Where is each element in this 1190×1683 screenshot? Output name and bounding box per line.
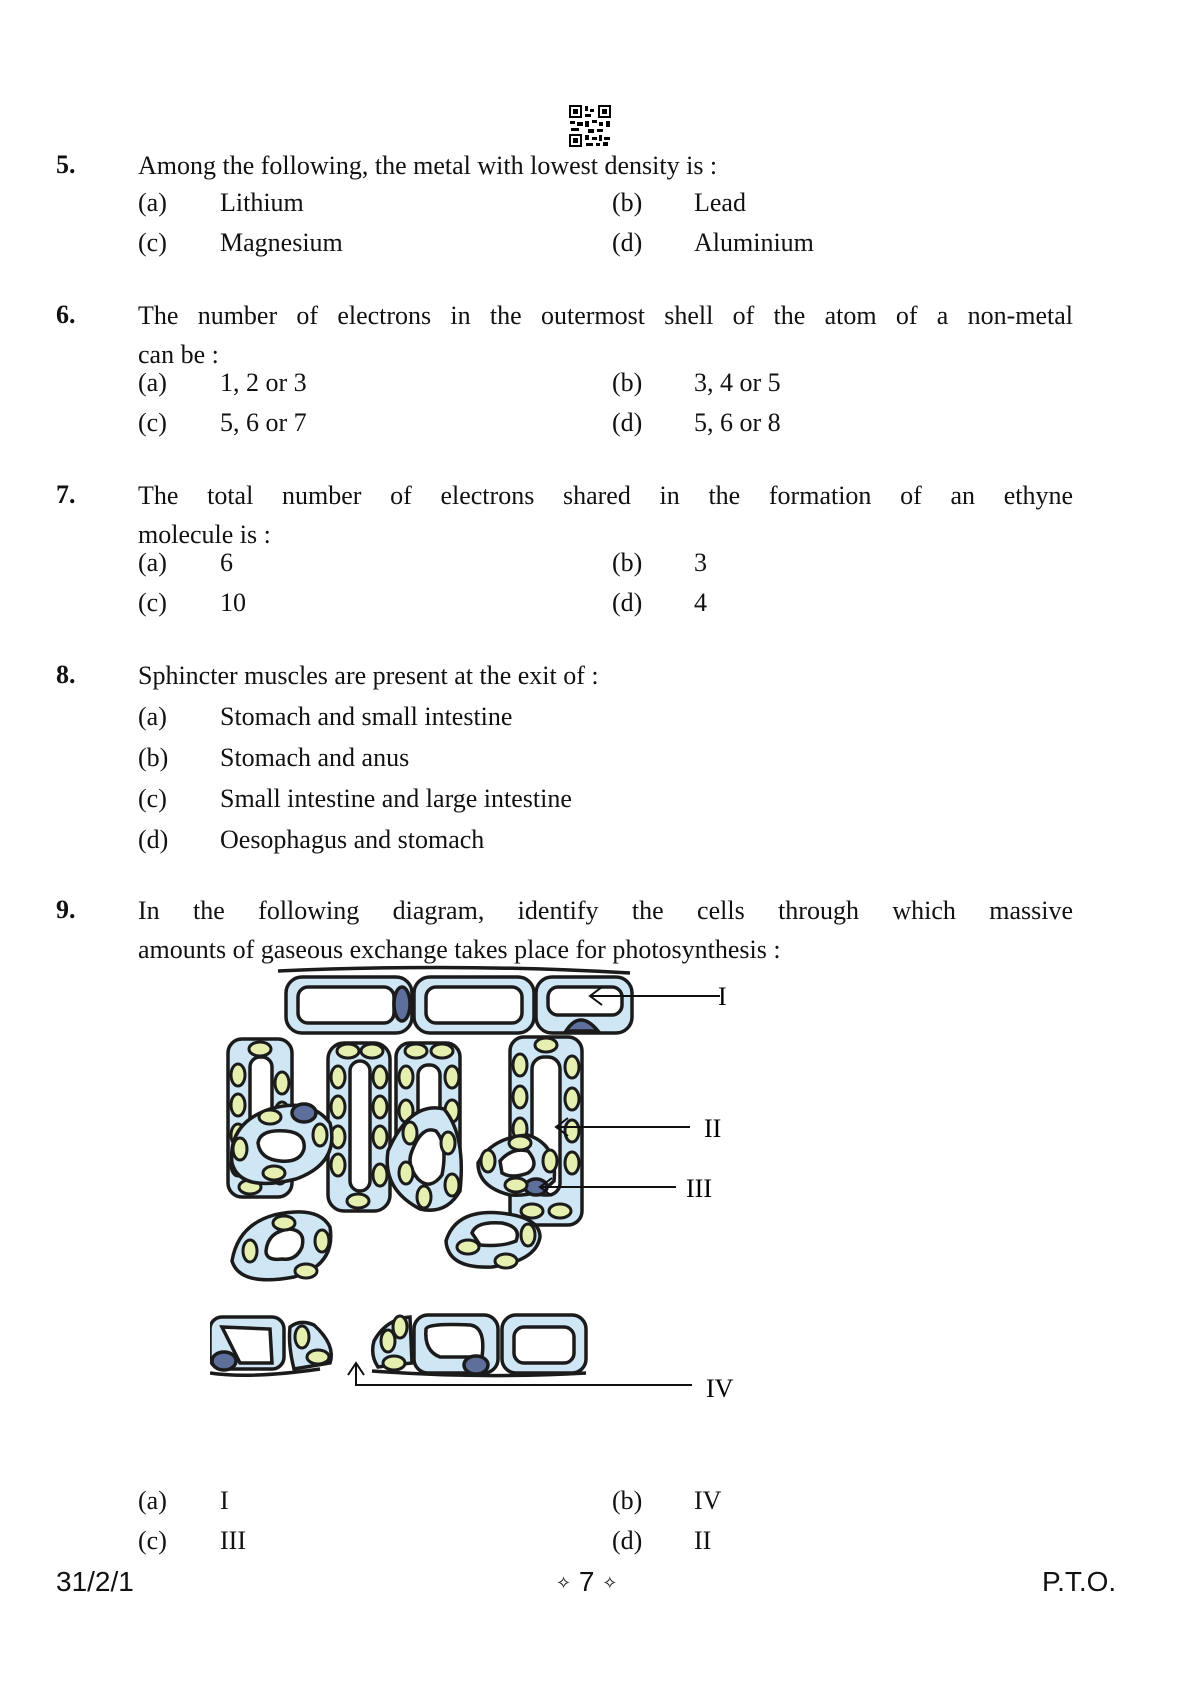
question-text-line: In the following diagram, identify the cells through which massive <box>138 896 1073 925</box>
option-value: III <box>220 1526 246 1555</box>
option-value: 1, 2 or 3 <box>220 368 307 397</box>
option-value: 3 <box>694 548 707 577</box>
label-iv: IV <box>706 1374 734 1403</box>
option-value: IV <box>694 1486 722 1515</box>
option-value: 4 <box>694 588 707 617</box>
ornament-left-icon: ✧ <box>556 1573 572 1594</box>
question-number: 8. <box>56 660 76 689</box>
question-number: 9. <box>56 895 76 924</box>
label-ii: II <box>704 1114 722 1143</box>
option-label: (c) <box>138 784 167 813</box>
option-label: (b) <box>138 743 169 772</box>
question-text <box>138 891 1073 969</box>
leaf-cross-section-diagram <box>210 965 810 1450</box>
option-label: (b) <box>612 188 643 217</box>
question-text-line: molecule is : <box>138 520 271 549</box>
option-label: (d) <box>612 228 643 257</box>
option-label: (d) <box>612 588 643 617</box>
question-text-line: The total number of electrons shared in the formation of an ethyne <box>138 481 1073 510</box>
option-value: 5, 6 or 8 <box>694 408 781 437</box>
question-number: 7. <box>56 480 76 509</box>
page-number-value: 7 <box>578 1566 595 1597</box>
question-text-line: amounts of gaseous exchange takes place for photosynthesis : <box>138 935 781 964</box>
option-label: (a) <box>138 548 167 577</box>
option-value: Oesophagus and stomach <box>220 825 485 854</box>
qr-code-icon <box>568 104 612 148</box>
option-label: (a) <box>138 368 167 397</box>
option-value: 3, 4 or 5 <box>694 368 781 397</box>
option-label: (b) <box>612 1486 643 1515</box>
question-number: 6. <box>56 300 76 329</box>
upper-epidermis <box>278 967 632 1033</box>
question-text: Among the following, the metal with lowest density is : <box>138 151 718 180</box>
pto-label: P.T.O. <box>1042 1566 1117 1597</box>
option-label: (a) <box>138 702 167 731</box>
option-value: Small intestine and large intestine <box>220 784 572 813</box>
option-value: 6 <box>220 548 233 577</box>
option-label: (d) <box>612 1526 643 1555</box>
option-label: (d) <box>138 825 169 854</box>
option-value: Stomach and anus <box>220 743 410 772</box>
label-iii: III <box>686 1174 712 1203</box>
option-label: (b) <box>612 368 643 397</box>
option-label: (c) <box>138 408 167 437</box>
option-value: Magnesium <box>220 228 343 257</box>
option-value: 10 <box>220 588 246 617</box>
option-label: (b) <box>612 548 643 577</box>
ornament-right-icon: ✧ <box>602 1573 618 1594</box>
option-label: (c) <box>138 588 167 617</box>
option-label: (a) <box>138 188 167 217</box>
paper-code: 31/2/1 <box>56 1566 134 1597</box>
label-i: I <box>718 982 727 1011</box>
option-value: II <box>694 1526 712 1555</box>
option-label: (c) <box>138 228 167 257</box>
question-text-line: The number of electrons in the outermost shell of the atom of a non-metal <box>138 301 1073 330</box>
question-number: 5. <box>56 150 76 179</box>
option-value: Lead <box>694 188 746 217</box>
option-value: I <box>220 1486 229 1515</box>
option-value: 5, 6 or 7 <box>220 408 307 437</box>
option-label: (c) <box>138 1526 167 1555</box>
option-value: Lithium <box>220 188 304 217</box>
question-text <box>138 296 1073 374</box>
option-label: (a) <box>138 1486 167 1515</box>
question-text: Sphincter muscles are present at the exit of : <box>138 661 599 690</box>
question-text-line: can be : <box>138 340 219 369</box>
page-number <box>556 1566 617 1598</box>
option-value: Aluminium <box>694 228 814 257</box>
option-value: Stomach and small intestine <box>220 702 513 731</box>
option-label: (d) <box>612 408 643 437</box>
question-text <box>138 476 1073 554</box>
